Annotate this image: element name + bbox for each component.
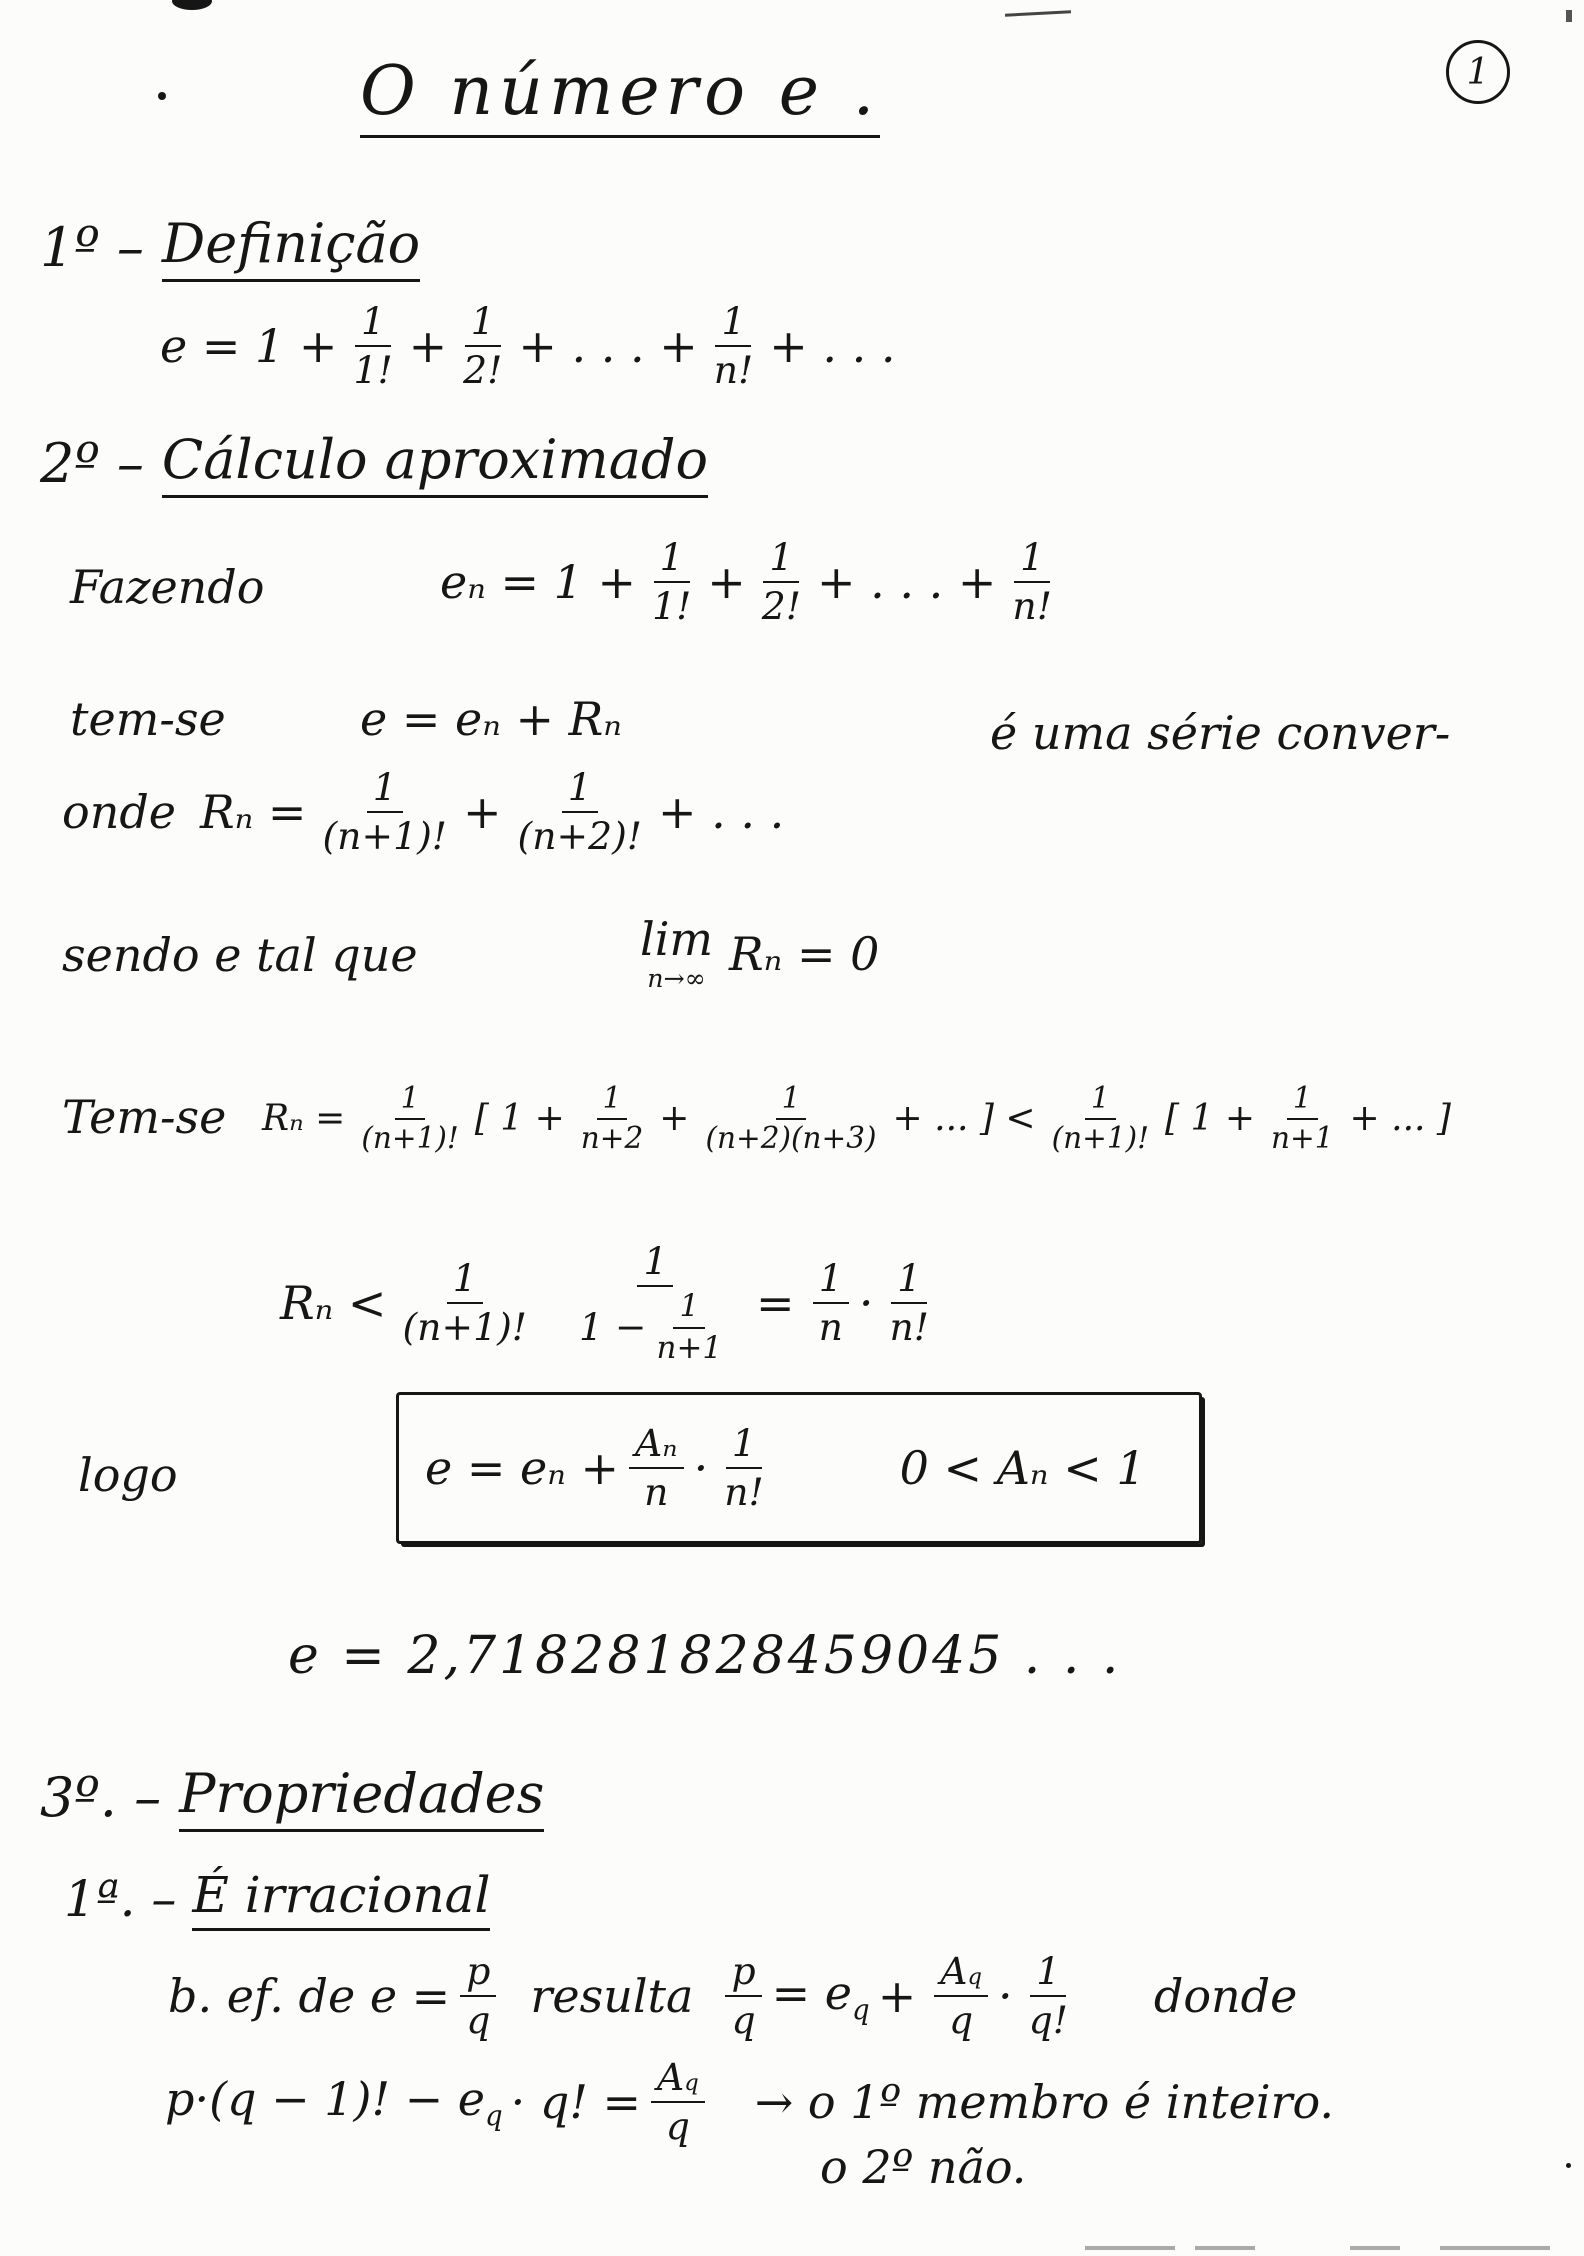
scan-speck — [1566, 10, 1572, 22]
formula-tail: + . . . — [657, 785, 785, 840]
proof-lhs — [165, 2072, 503, 2132]
numerator: 1 — [395, 1082, 426, 1120]
formula-lhs: Rₙ < — [280, 1276, 387, 1331]
fraction — [575, 1082, 650, 1156]
numerator: p — [725, 1950, 761, 1997]
denominator: 1! — [353, 348, 393, 393]
remainder-definition — [62, 766, 784, 859]
denominator: q — [665, 2104, 690, 2149]
fraction — [511, 766, 647, 859]
section-3-heading — [40, 1762, 544, 1832]
denominator: n — [818, 1305, 843, 1350]
formula-lhs: e = eₙ + — [425, 1441, 620, 1495]
operator: + . . . + — [518, 319, 698, 374]
denominator: n! — [713, 348, 754, 393]
subscript: q — [852, 1993, 870, 2027]
fraction — [651, 1289, 729, 1366]
subscript: q — [967, 1964, 982, 1990]
remainder-equation: e = eₙ + Rₙ — [360, 692, 622, 746]
numerator: 1 — [1030, 1950, 1066, 1997]
denominator: 2! — [761, 584, 801, 629]
numerator — [934, 1950, 988, 1997]
denominator: q — [731, 1998, 756, 2043]
scan-speck — [1566, 2163, 1571, 2168]
numerator: 1 — [1014, 536, 1050, 583]
scan-speck — [1440, 2246, 1550, 2250]
operator: + — [877, 1969, 917, 2024]
denominator: (n+1)! — [402, 1305, 527, 1350]
subscript: q — [684, 2070, 699, 2096]
numerator — [651, 2056, 705, 2103]
definition-formula — [160, 300, 896, 393]
operator — [772, 1966, 870, 2026]
numerator: 1 — [776, 1082, 807, 1120]
fraction — [651, 2056, 705, 2149]
numerator: 1 — [562, 766, 598, 813]
denominator-lhs: 1 − — [578, 1305, 647, 1350]
property-number: 1ª. – — [64, 1869, 177, 1928]
fraction — [934, 1950, 988, 2043]
denominator: (n+1)! — [361, 1120, 459, 1155]
formula-lhs: Rₙ = — [200, 785, 307, 840]
denominator: 1! — [652, 584, 692, 629]
denominator: (n+2)(n+3) — [705, 1120, 877, 1155]
numerator: 1 — [637, 1240, 673, 1287]
operator: · — [858, 1276, 874, 1331]
denominator: q — [949, 1998, 974, 2043]
fraction — [347, 300, 398, 393]
denominator: n+2 — [580, 1120, 644, 1155]
scan-speck — [172, 0, 212, 10]
side-note: é uma série conver- — [990, 706, 1451, 760]
numerator: 1 — [715, 300, 751, 347]
operator: · — [693, 1441, 709, 1495]
section-title: Cálculo aproximado — [162, 428, 708, 498]
bracket-close: + ... ] < — [892, 1098, 1036, 1140]
page-title — [360, 52, 880, 138]
property-title: É irracional — [192, 1866, 490, 1931]
denominator: n! — [1012, 584, 1052, 629]
numerator: 1 — [597, 1082, 628, 1120]
numerator: 1 — [673, 1289, 705, 1329]
bracket-open: [ 1 + — [1165, 1098, 1256, 1140]
denominator: n+1 — [656, 1329, 723, 1366]
operator: = — [756, 1276, 795, 1331]
bracket-open: [ 1 + — [474, 1098, 565, 1140]
numerator: p — [460, 1950, 496, 1997]
fraction — [813, 1257, 849, 1350]
section-1-heading — [40, 212, 420, 282]
page-number: 1 — [1446, 40, 1510, 104]
limit-expression — [640, 912, 880, 993]
fraction — [708, 300, 759, 393]
title-text: O número e . — [360, 52, 880, 138]
proof-conclusion: → o 1º membro é inteiro. — [754, 2075, 1335, 2130]
denominator: 2! — [463, 348, 503, 393]
numerator: 1 — [367, 766, 403, 813]
result-box — [396, 1392, 1202, 1544]
proof-line-1 — [168, 1950, 1297, 2043]
temse-label: tem-se — [70, 692, 226, 746]
fraction — [1023, 1950, 1074, 2043]
limit — [640, 912, 714, 993]
limit-rhs: Rₙ = 0 — [729, 926, 880, 981]
numerator: 1 — [726, 1422, 762, 1469]
fraction — [884, 1257, 935, 1350]
partial-sum-formula — [440, 536, 1068, 629]
numerator: 1 — [654, 536, 690, 583]
fraction — [355, 1082, 464, 1156]
denominator: (n+1)! — [322, 814, 447, 859]
logo-label: logo — [78, 1448, 178, 1502]
fraction — [460, 1950, 496, 2043]
operator: + — [462, 785, 502, 840]
operator: + — [707, 555, 746, 610]
denominator: q! — [1028, 1998, 1068, 2043]
numerator: 1 — [1287, 1082, 1318, 1120]
formula-lhs: Rₙ = — [262, 1098, 346, 1140]
sendo-label: sendo e tal que — [62, 928, 418, 982]
limit-subscript: n→∞ — [647, 964, 706, 993]
fraction — [646, 536, 697, 629]
operator: · — [997, 1969, 1013, 2024]
denominator: n! — [724, 1470, 764, 1514]
limit-operator: lim — [640, 912, 714, 966]
denominator: (n+2)! — [517, 814, 642, 859]
fraction — [699, 1082, 882, 1156]
lhs-text: p·(q − 1)! − e — [165, 2072, 485, 2127]
fraction — [316, 766, 452, 859]
numerator-base: A — [656, 2055, 685, 2099]
fraction — [629, 1422, 684, 1515]
denominator: n+1 — [1271, 1120, 1334, 1155]
numerator: 1 — [1085, 1082, 1116, 1120]
numerator-base: A — [940, 1949, 968, 1993]
lhs-rest: · q! = — [510, 2075, 641, 2130]
fraction — [725, 1950, 761, 2043]
formula-lhs: eₙ = 1 + — [440, 555, 637, 610]
result-formula — [425, 1422, 780, 1515]
denominator: (n+1)! — [1051, 1120, 1150, 1155]
fraction — [457, 300, 508, 393]
scan-speck — [1350, 2246, 1400, 2250]
fraction — [1046, 1082, 1155, 1156]
numerator: 1 — [447, 1257, 483, 1304]
numerator: 1 — [891, 1257, 927, 1304]
scan-speck — [1085, 2246, 1175, 2250]
proof-line-2 — [165, 2056, 1334, 2149]
denominator: n! — [889, 1305, 929, 1350]
fraction — [396, 1257, 532, 1350]
proof-lead: b. ef. de e = — [168, 1969, 451, 2024]
operator: + . . . + — [816, 555, 997, 610]
proof-line-3: o 2º não. — [820, 2140, 1027, 2194]
bracket-close: + ... ] — [1349, 1098, 1451, 1140]
estimate-label: Tem-se — [62, 1090, 227, 1144]
numerator: 1 — [813, 1257, 849, 1304]
proof-word: donde — [1153, 1969, 1298, 2024]
denominator: q — [466, 1998, 491, 2043]
denominator: n — [644, 1470, 669, 1514]
remainder-estimate — [262, 1082, 1451, 1156]
numerator: Aₙ — [629, 1422, 684, 1469]
scan-speck — [1005, 10, 1071, 16]
property-1-heading — [64, 1866, 490, 1931]
operator: + — [659, 1098, 690, 1140]
eq-text: = e — [771, 1966, 853, 2021]
subscript: q — [484, 2099, 503, 2133]
fraction — [718, 1422, 769, 1515]
onde-label: onde — [62, 785, 176, 840]
numerator: 1 — [763, 536, 799, 583]
fraction — [573, 1240, 738, 1367]
fraction — [756, 536, 807, 629]
scan-speck — [1195, 2246, 1255, 2250]
fraction — [1265, 1082, 1340, 1156]
section-number: 3º. – — [40, 1765, 162, 1829]
formula-lhs: e = 1 + — [160, 319, 338, 374]
e-value: e = 2,718281828459045 . . . — [288, 1626, 1122, 1686]
numerator: 1 — [355, 300, 391, 347]
section-number: 2º – — [40, 431, 144, 495]
section-title: Definição — [162, 212, 420, 282]
operator: + — [408, 319, 448, 374]
section-number: 1º – — [40, 215, 144, 279]
scan-speck — [158, 92, 166, 100]
numerator: 1 — [465, 300, 501, 347]
section-2-heading — [40, 428, 708, 498]
formula-tail: + . . . — [769, 319, 896, 374]
result-condition: 0 < Aₙ < 1 — [899, 1441, 1146, 1495]
section-title: Propriedades — [179, 1762, 544, 1832]
denominator — [573, 1287, 738, 1366]
remainder-bound — [280, 1240, 945, 1367]
fazendo-label: Fazendo — [70, 560, 265, 614]
fraction — [1006, 536, 1057, 629]
proof-word: resulta — [530, 1969, 694, 2024]
